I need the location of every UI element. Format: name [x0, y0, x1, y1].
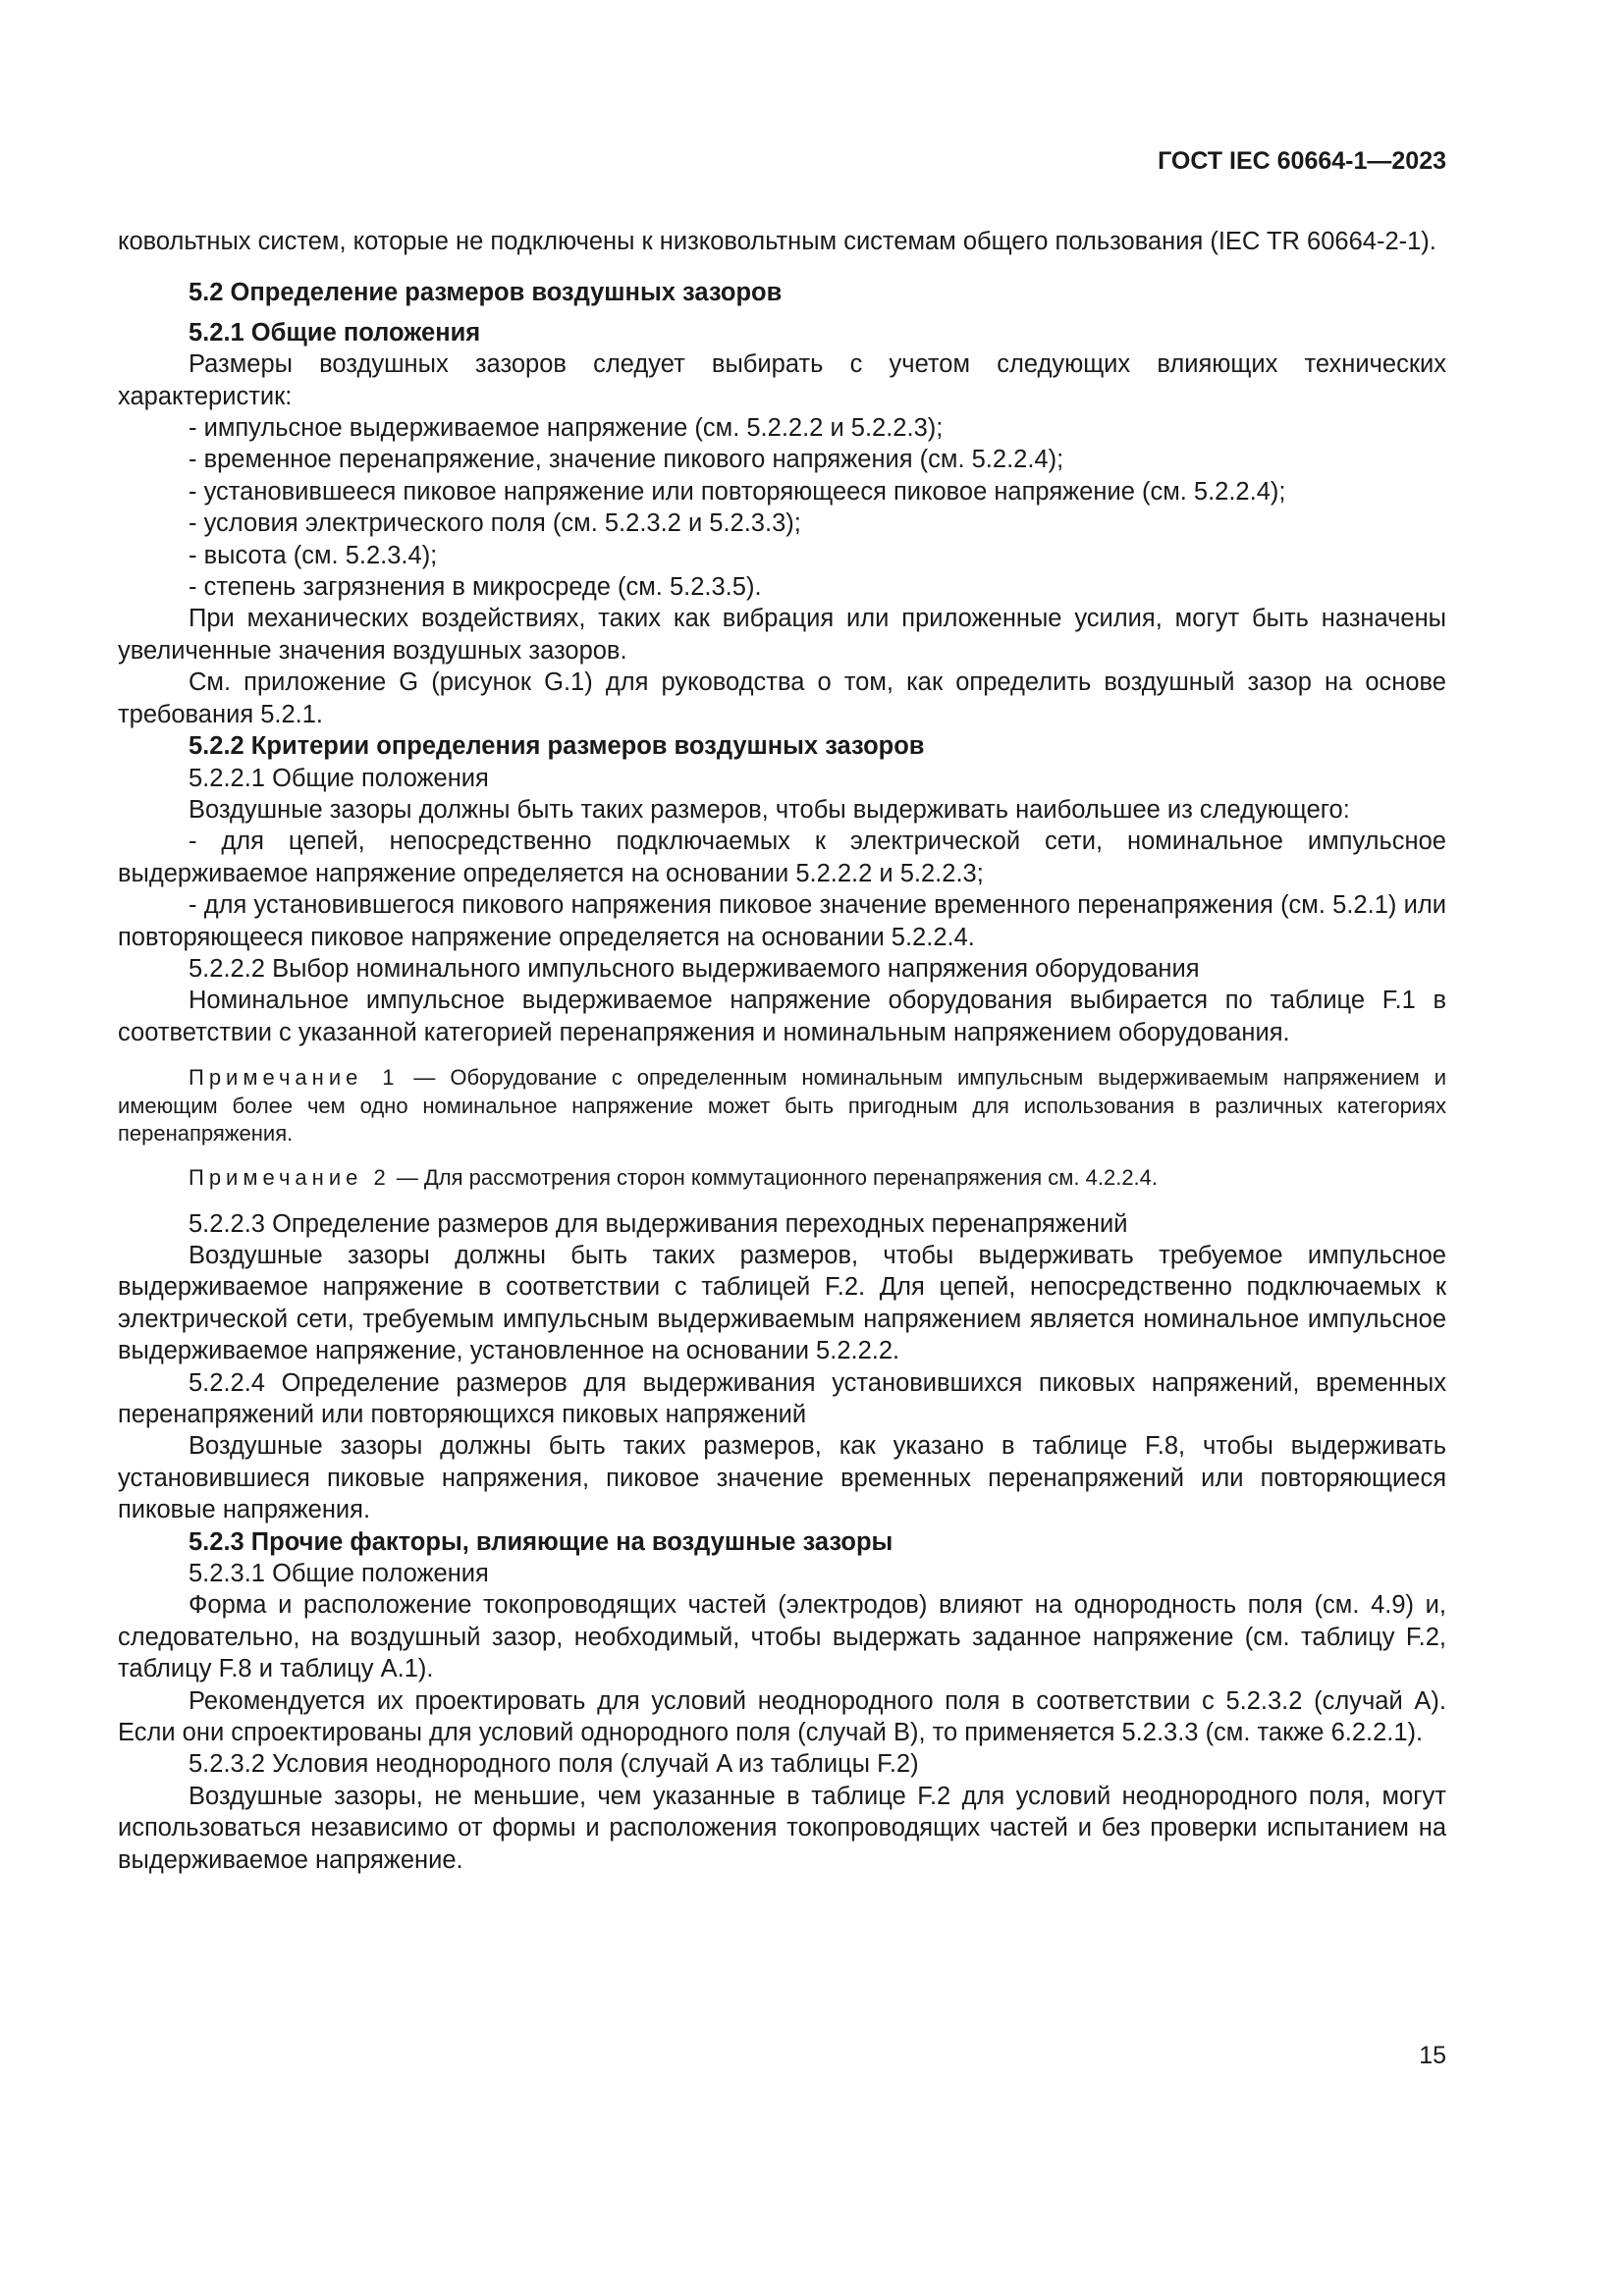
list-item: - степень загрязнения в микросреде (см. 5.2.3.5). [189, 573, 762, 602]
paragraph: ковольтных систем, которые не подключены к низковольтным системам общего пользования (IEC TR 60664-2-1). [118, 228, 1436, 255]
note-label: Примечание 1 [189, 1065, 400, 1091]
section-heading-5-2: 5.2 Определение размеров воздушных зазоров [189, 279, 783, 307]
subsection-heading: 5.2.2.3 Определение размеров для выдерживания переходных перенапряжений [189, 1209, 1128, 1238]
section-heading-5-2-1: 5.2.1 Общие положения [189, 318, 481, 347]
list-item: - для цепей, непосредственно подключаемых к электрической сети, номинальное импульсное выдерживаемое напряжение определяется на основании 5.2.2.2 и 5.2.2.3; [118, 828, 1446, 887]
subsection-heading: 5.2.3.2 Условия неоднородного поля (случай A из таблицы F.2) [189, 1750, 919, 1779]
paragraph: Форма и расположение токопроводящих частей (электродов) влияют на однородность поля (см. 4.9) и, следовательно, на воздушный зазор, необходимый, чтобы выдержать заданное напряжение (см. таблицу F.2, таблицу F.8 и таблицу A.1). [118, 1591, 1446, 1683]
paragraph: Воздушные зазоры, не меньшие, чем указанные в таблице F.2 для условий неоднородного поля, могут использоваться независимо от формы и расположения токопроводящих частей и без проверки испытанием на выдерживаемое напряжение. [118, 1782, 1446, 1874]
subsection-heading: 5.2.2.1 Общие положения [189, 764, 489, 792]
subsection-heading: 5.2.2.2 Выбор номинального импульсного выдерживаемого напряжения оборудования [189, 954, 1200, 983]
note-label: Примечание 2 [189, 1164, 391, 1190]
list-item: - временное перенапряжение, значение пикового напряжения (см. 5.2.2.4); [189, 446, 1064, 474]
document-page [118, 0, 1446, 2296]
paragraph: Номинальное импульсное выдерживаемое напряжение оборудования выбирается по таблице F.1 в соответствии с указанной категорией перенапряжения и номинальным напряжением оборудования. [118, 987, 1446, 1046]
note-text: — Оборудование с определенным номинальным импульсным выдерживаемым напряжением и имеющим более чем одно номинальное напряжение может быть пригодным для использования в различных категориях перенапряжения. [118, 1065, 1447, 1147]
paragraph: Размеры воздушных зазоров следует выбирать с учетом следующих влияющих технических характеристик: [118, 350, 1446, 410]
paragraph: Воздушные зазоры должны быть таких размеров, как указано в таблице F.8, чтобы выдерживать установившиеся пиковые напряжения, пиковое значение временных перенапряжений или повторяющиеся пиковые напряжения. [118, 1432, 1446, 1524]
document-body [118, 226, 1446, 1876]
document-header: ГОСТ IEC 60664-1—2023 [1158, 147, 1446, 175]
paragraph: Воздушные зазоры должны быть таких размеров, чтобы выдерживать наибольшее из следующего: [189, 795, 1350, 824]
note-text: — Для рассмотрения сторон коммутационного перенапряжения см. 4.2.2.4. [390, 1164, 1159, 1190]
list-item: - для установившегося пикового напряжения пиковое значение временного перенапряжения (см. 5.2.1) или повторяющееся пиковое напряжение определяется на основании 5.2.2.4. [118, 891, 1446, 951]
note-2 [118, 1164, 1446, 1193]
list-item: - высота (см. 5.2.3.4); [189, 541, 438, 569]
paragraph: Рекомендуется их проектировать для условий неоднородного поля в соответствии с 5.2.3.2 (случай A). Если они спроектированы для условий однородного поля (случай B), то применяется 5.2.3.3 (см. также 6.2.2.1). [118, 1686, 1446, 1747]
list-item: - условия электрического поля (см. 5.2.3.2 и 5.2.3.3); [189, 509, 801, 538]
paragraph: Воздушные зазоры должны быть таких размеров, чтобы выдерживать требуемое импульсное выдерживаемое напряжение в соответствии с таблицей F.2. Для цепей, непосредственно подключаемых к электрической сети, требуемым импульсным выдерживаемым напряжением является номинальное импульсное выдерживаемое напряжение, установленное на основании 5.2.2.2. [118, 1241, 1446, 1365]
section-heading-5-2-3: 5.2.3 Прочие факторы, влияющие на воздушные зазоры [189, 1527, 893, 1556]
paragraph: При механических воздействиях, таких как вибрация или приложенные усилия, могут быть назначены увеличенные значения воздушных зазоров. [118, 605, 1446, 665]
section-heading-5-2-2: 5.2.2 Критерии определения размеров воздушных зазоров [189, 732, 925, 761]
note-1 [118, 1064, 1446, 1148]
paragraph: См. приложение G (рисунок G.1) для руководства о том, как определить воздушный зазор на основе требования 5.2.1. [118, 668, 1446, 728]
list-item: - установившееся пиковое напряжение или повторяющееся пиковое напряжение (см. 5.2.2.4); [189, 477, 1286, 506]
subsection-heading: 5.2.3.1 Общие положения [189, 1560, 489, 1587]
subsection-heading: 5.2.2.4 Определение размеров для выдерживания установившихся пиковых напряжений, временных перенапряжений или повторяющихся пиковых напряжений [118, 1368, 1446, 1428]
list-item: - импульсное выдерживаемое напряжение (см. 5.2.2.2 и 5.2.2.3); [189, 414, 944, 443]
page-number: 15 [1419, 2042, 1446, 2069]
